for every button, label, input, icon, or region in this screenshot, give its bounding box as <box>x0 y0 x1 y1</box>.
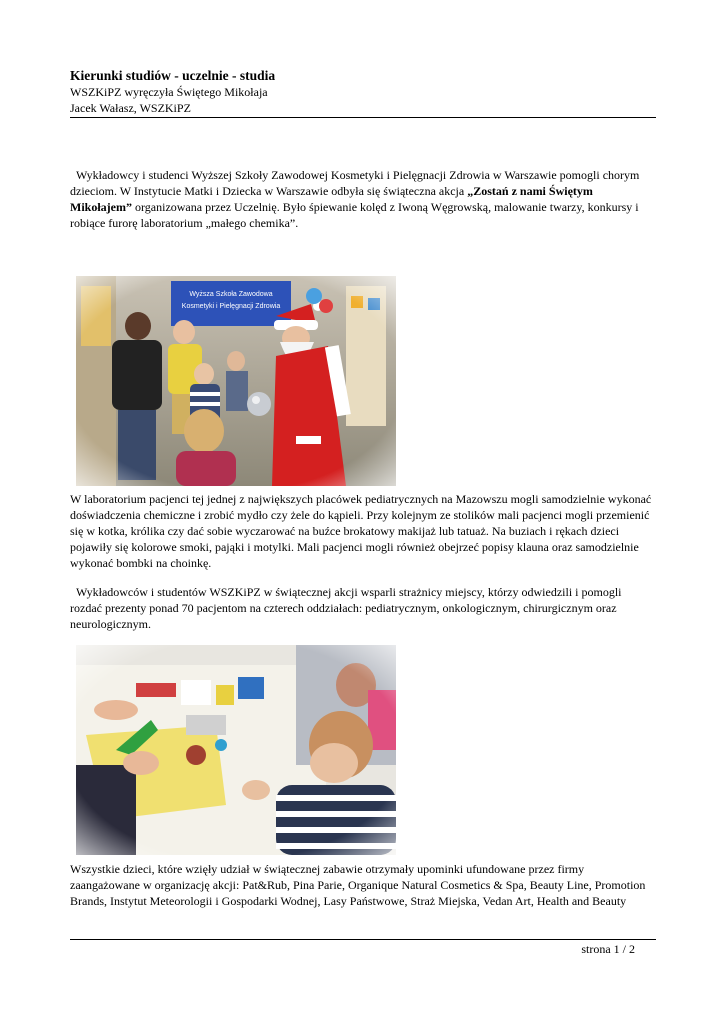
photo-santa-with-children <box>76 276 396 486</box>
page-number: strona 1 / 2 <box>581 942 635 956</box>
article-author: Jacek Wałasz, WSZKiPZ <box>70 101 191 115</box>
header-divider <box>70 117 656 118</box>
support-text: Wykładowców i studentów WSZKiPZ w świątecznej akcji wsparli strażnicy miejscy, którzy odwiedzili i pomogli rozdać prezenty ponad 70 pacjentom na czterech oddziałach: pediatrycznym, onkologicznym, chirurgicznym oraz neurologicznym. <box>70 585 622 631</box>
intro-text-start: Wykładowcy i studenci Wyższej Szkoły Zawodowej Kosmetyki i Pielęgnacji Zdrowia w Warszawie pomogli chorym dzieciom. W Instytucie Matki i Dziecka w Warszawie odbyła się świąteczna akcja <box>70 168 640 198</box>
paragraph-support <box>70 584 656 632</box>
campaign-name: „Zostań z nami Świętym Mikołajem” <box>70 184 593 214</box>
paragraph-intro <box>70 167 656 231</box>
paragraph-laboratory: W laboratorium pacjenci tej jednej z największych placówek pediatrycznych na Mazowszu mogli samodzielnie wykonać doświadczenia chemiczne i zrobić mydło czy żele do kąpieli. Przy kolejnym ze stolików mali pacjenci mogli przemienić się w kotka, królika czy dać sobie wyczarować na buźce brokatowy makijaż lub tatuaż. Na buziach i rękach dzieci pojawiły się kolorowe smoki, pająki i motylki. Mali pacjenci mogli również obejrzeć popisy klauna oraz samodzielnie wykonać bombki na choinkę. <box>70 492 652 570</box>
intro-text-end: organizowana przez Uczelnię. Było śpiewanie kolęd z Iwoną Węgrowską, malowanie twarzy, konkursy i robiące furorę laboratorium „małego chemika”. <box>70 200 639 230</box>
site-title: Kierunki studiów - uczelnie - studia <box>70 68 276 83</box>
page-header <box>70 68 656 116</box>
paragraph-sponsors: Wszystkie dzieci, które wzięły udział w świątecznej zabawie otrzymały upominki ufundowane przez firmy zaangażowane w organizację akcji: Pat&Rub, Pina Parie, Organique Natural Cosmetics & Spa, Beauty Line, Promotion Brands, Instytut Meteorologii i Gospodarki Wodnej, Lasy Państwowe, Straż Miejska, Vedan Art, Health and Beauty <box>70 862 646 908</box>
footer-divider <box>70 939 656 940</box>
photo-children-crafting <box>76 645 396 855</box>
article-title: WSZKiPZ wyręczyła Świętego Mikołaja <box>70 85 268 99</box>
